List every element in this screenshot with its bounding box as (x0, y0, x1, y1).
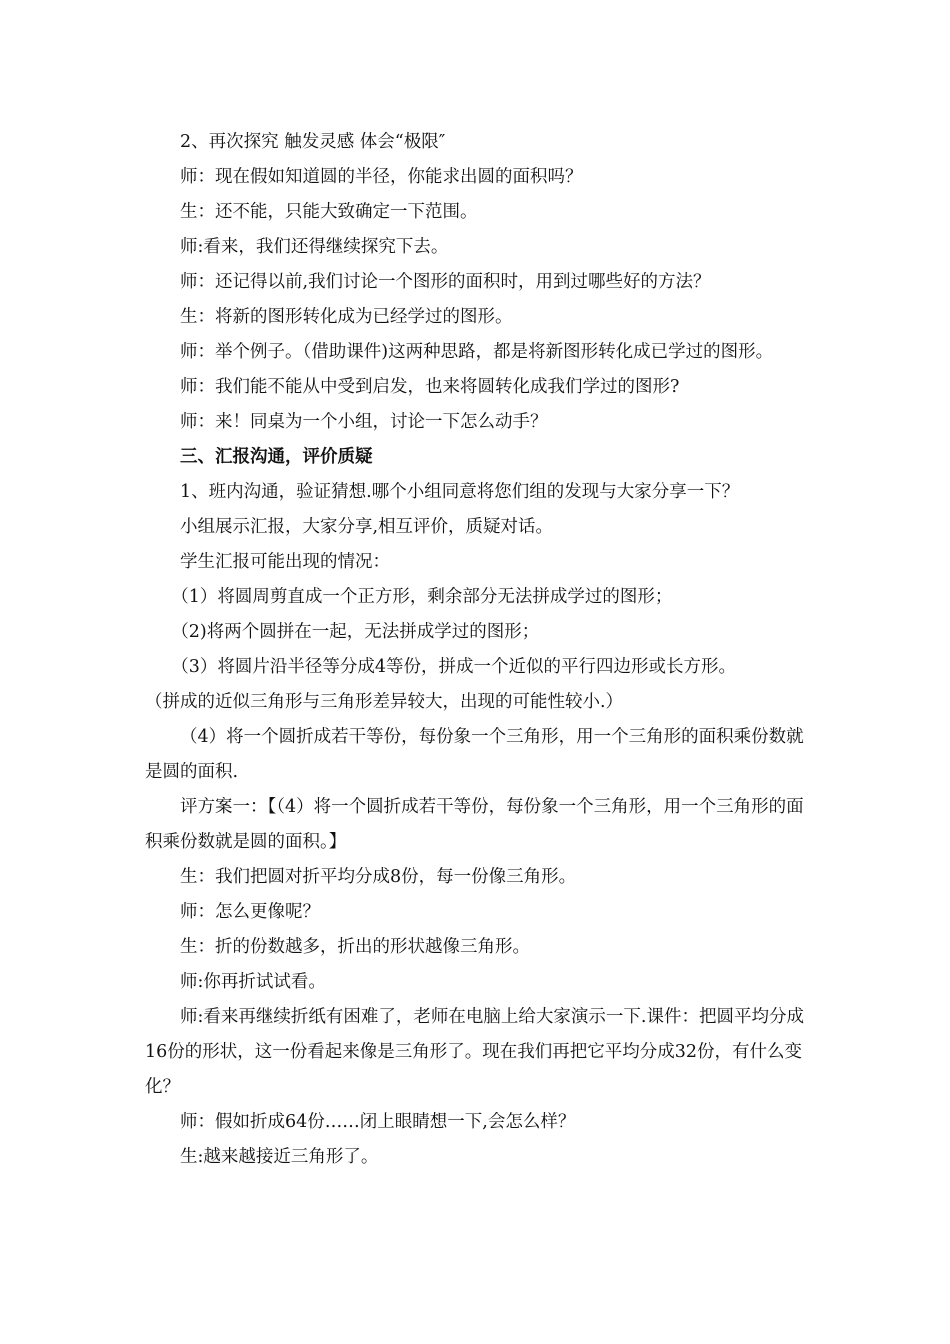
dialogue-line: 生：将新的图形转化成为已经学过的图形。 (180, 307, 513, 327)
dialogue-line: 师：现在假如知道圆的半径，你能求出圆的面积吗？ (180, 167, 583, 187)
dialogue-line: 师：来！同桌为一个小组，讨论一下怎么动手？ (180, 412, 548, 432)
dialogue-line: 师:看来，我们还得继续探究下去。 (180, 237, 449, 257)
list-item: （3）将圆片沿半径等分成4等份，拼成一个近似的平行四边形或长方形。 (171, 657, 737, 677)
dialogue-line: 师：举个例子。（借助课件)这两种思路，都是将新图形转化成已学过的图形。 (180, 342, 774, 362)
document-body (145, 125, 810, 1175)
dialogue-line: 师：怎么更像呢？ (180, 902, 320, 922)
dialogue-line: 生：折的份数越多，折出的形状越像三角形。 (180, 937, 530, 957)
list-item: （2)将两个圆拼在一起，无法拼成学过的图形； (171, 622, 540, 642)
section-subheading: 2、再次探究 触发灵感 体会“极限″ (180, 132, 446, 152)
dialogue-line: 师：假如折成64份……闭上眼睛想一下,会怎么样？ (180, 1112, 576, 1132)
dialogue-line: 师:看来再继续折纸有困难了，老师在电脑上给大家演示一下.课件：把圆平均分成16份的形状，这一份看起来像是三角形了。现在我们再把它平均分成32份，有什么变化？ (145, 1007, 804, 1097)
dialogue-line: 生：我们把圆对折平均分成8份，每一份像三角形。 (180, 867, 577, 887)
paragraph: 学生汇报可能出现的情况： (180, 552, 390, 572)
dialogue-line: 师:你再折试试看。 (180, 972, 326, 992)
dialogue-line: 生:越来越接近三角形了。 (180, 1147, 379, 1167)
dialogue-line: 师：还记得以前,我们讨论一个图形的面积时，用到过哪些好的方法？ (180, 272, 711, 292)
note: （拼成的近似三角形与三角形差异较大，出现的可能性较小.） (145, 692, 624, 712)
paragraph: 小组展示汇报，大家分享,相互评价，质疑对话。 (180, 517, 554, 537)
paragraph: 1、班内沟通，验证猜想.哪个小组同意将您们组的发现与大家分享一下？ (180, 482, 740, 502)
section-heading: 三、汇报沟通，评价质疑 (180, 447, 373, 467)
list-item: （1）将圆周剪直成一个正方形，剩余部分无法拼成学过的图形； (171, 587, 673, 607)
paragraph: 评方案一：【（4）将一个圆折成若干等份，每份象一个三角形，用一个三角形的面积乘份数就是圆的面积。】 (145, 797, 804, 852)
dialogue-line: 生：还不能，只能大致确定一下范围。 (180, 202, 478, 222)
list-item: （4）将一个圆折成若干等份，每份象一个三角形，用一个三角形的面积乘份数就是圆的面积. (145, 727, 804, 782)
dialogue-line: 师：我们能不能从中受到启发，也来将圆转化成我们学过的图形? (180, 377, 680, 397)
